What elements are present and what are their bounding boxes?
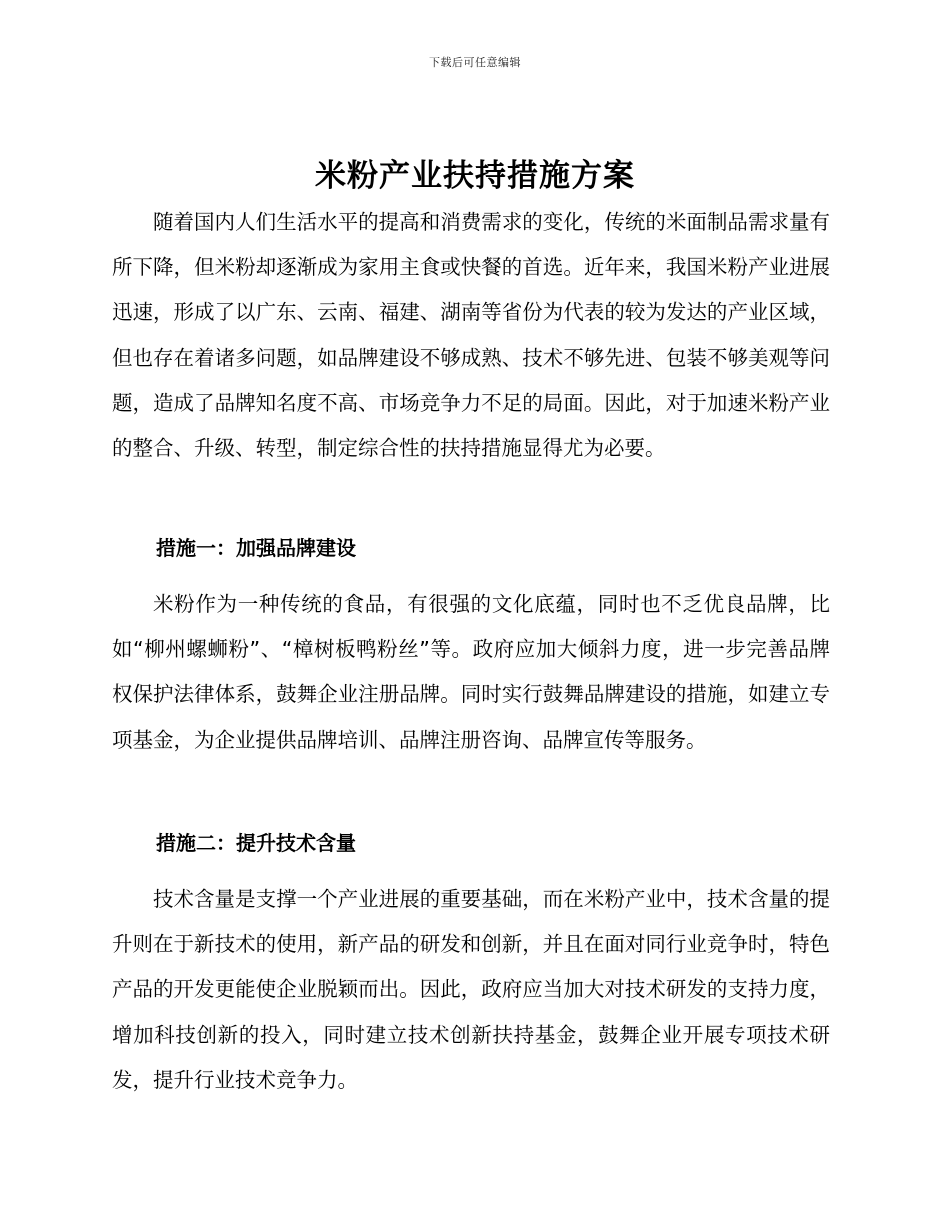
page-header-note: 下载后可任意编辑: [429, 56, 521, 69]
section-paragraph-2: 技术含量是支撑一个产业进展的重要基础，而在米粉产业中，技术含量的提升则在于新技术的使用，新产品的研发和创新，并且在面对同行业竞争时，特色产品的开发更能使企业脱颖而出。因此，政府应当加大对技术研发的支持力度，增加科技创新的投入，同时建立技术创新扶持基金，鼓舞企业开展专项技术研发，提升行业技术竞争力。: [112, 887, 830, 1092]
section-heading-2: 措施二：提升技术含量: [156, 831, 356, 855]
section-paragraph-1: 米粉作为一种传统的食品，有很强的文化底蕴，同时也不乏优良品牌，比如“柳州螺蛳粉”、“樟树板鸭粉丝”等。政府应加大倾斜力度，进一步完善品牌权保护法律体系，鼓舞企业注册品牌。同时实行鼓舞品牌建设的措施，如建立专项基金，为企业提供品牌培训、品牌注册咨询、品牌宣传等服务。: [112, 592, 830, 752]
document-title: 米粉产业扶持措施方案: [315, 158, 635, 194]
intro-paragraph: 随着国内人们生活水平的提高和消费需求的变化，传统的米面制品需求量有所下降，但米粉却逐渐成为家用主食或快餐的首选。近年来，我国米粉产业进展迅速，形成了以广东、云南、福建、湖南等省份为代表的较为发达的产业区域，但也存在着诸多问题，如品牌建设不够成熟、技术不够先进、包装不够美观等问题，造成了品牌知名度不高、市场竞争力不足的局面。因此，对于加速米粉产业的整合、升级、转型，制定综合性的扶持措施显得尤为必要。: [112, 210, 830, 461]
section-heading-1: 措施一：加强品牌建设: [156, 536, 356, 560]
